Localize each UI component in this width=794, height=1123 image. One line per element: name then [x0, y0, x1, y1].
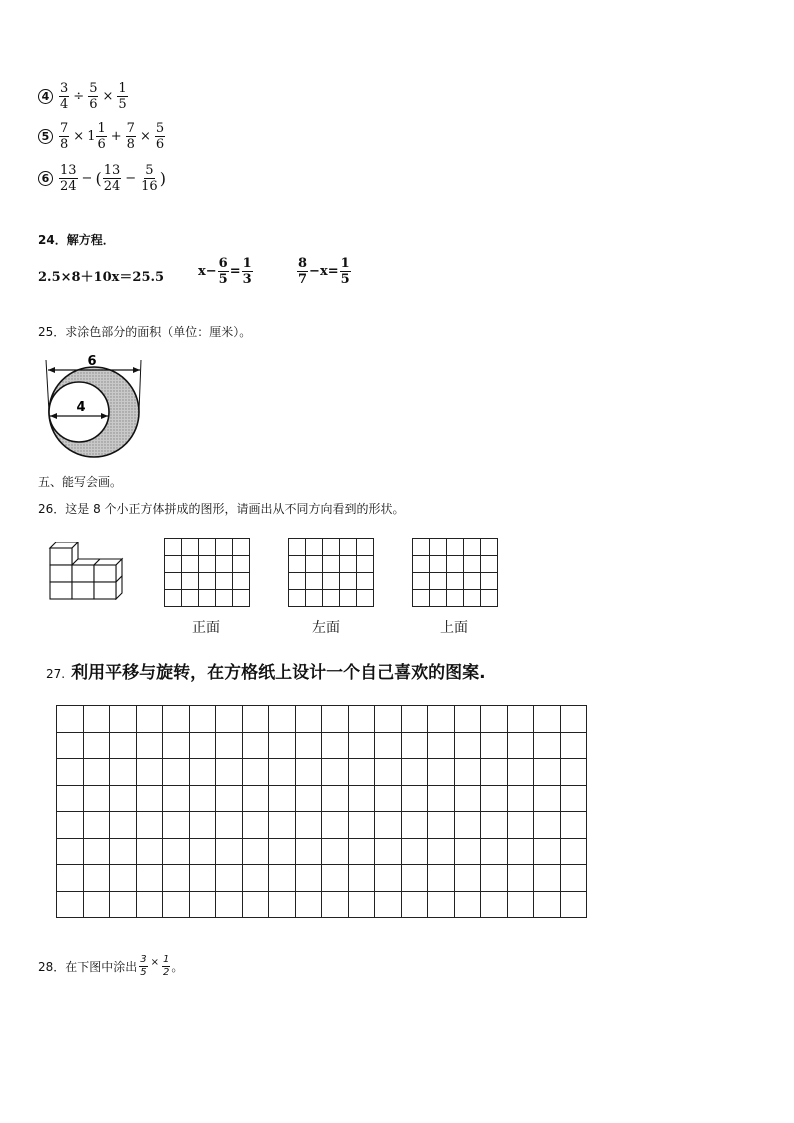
- right-paren: ): [159, 169, 166, 188]
- fraction: $\frac{5}{16}$: [141, 163, 158, 194]
- equation-2: x− $\frac{6}{5}$ = $\frac{1}{3}$: [198, 256, 252, 287]
- fraction: $\frac{1}{5}$: [118, 81, 127, 112]
- front-view-grid[interactable]: [164, 538, 250, 607]
- inner-diameter-label: 4: [76, 400, 86, 415]
- operator: −: [81, 171, 93, 186]
- operator: ×: [150, 957, 160, 968]
- item-number-badge: 4: [38, 89, 53, 104]
- item-number-badge: 6: [38, 171, 53, 186]
- fraction: $\frac{1}{6}$: [97, 121, 106, 152]
- q28-prefix: 28．在下图中涂出: [38, 960, 138, 974]
- cube-stack-figure: [44, 542, 126, 600]
- outer-diameter-label: 6: [87, 354, 97, 369]
- fraction: $\frac{5}{6}$: [89, 81, 98, 112]
- section-5-title: 五、能写会画。: [38, 475, 123, 489]
- q23-item-5: [38, 122, 166, 151]
- q27-title: [46, 658, 486, 683]
- q27-number: 27.: [46, 667, 66, 681]
- fraction: $\frac{7}{8}$: [60, 121, 69, 152]
- item-number-badge: 5: [38, 129, 53, 144]
- fraction: $\frac{6}{5}$: [218, 256, 228, 287]
- left-paren: (: [95, 169, 102, 188]
- fraction: $\frac{13}{24}$: [103, 163, 121, 194]
- top-view-grid[interactable]: [412, 538, 498, 607]
- top-view-label: 上面: [440, 620, 468, 636]
- q28-suffix: 。: [171, 960, 184, 974]
- design-grid-paper[interactable]: [56, 705, 587, 918]
- operator: ×: [73, 129, 85, 144]
- equation-1: 2.5×8＋10x＝25.5: [38, 270, 165, 285]
- fraction: $\frac{5}{6}$: [155, 121, 165, 152]
- fraction: $\frac{3}{4}$: [60, 81, 69, 112]
- left-view-grid[interactable]: [288, 538, 374, 607]
- q23-item-6: [38, 164, 166, 193]
- front-view-label: 正面: [192, 620, 220, 636]
- fraction: $\frac{1}{2}$: [163, 954, 170, 978]
- q27-text: 利用平移与旋转，在方格纸上设计一个自己喜欢的图案.: [71, 663, 486, 683]
- fraction: $\frac{1}{3}$: [242, 256, 252, 287]
- operator: −: [125, 171, 137, 186]
- shaded-circle-figure: [38, 348, 148, 460]
- mixed-number-whole: 1: [87, 129, 96, 144]
- q23-item-4: [38, 82, 129, 111]
- q24-title: 24．解方程．: [38, 233, 115, 247]
- operator: ÷: [73, 89, 85, 104]
- q26-title: 26．这是 8 个小正方体拼成的图形，请画出从不同方向看到的形状。: [38, 502, 405, 516]
- q28-line: [38, 955, 183, 978]
- fraction: $\frac{3}{5}$: [140, 954, 147, 978]
- fraction: $\frac{13}{24}$: [60, 163, 77, 194]
- fraction: $\frac{1}{5}$: [340, 256, 350, 287]
- fraction: $\frac{7}{8}$: [126, 121, 135, 152]
- operator: ×: [102, 89, 114, 104]
- operator: ×: [139, 129, 151, 144]
- fraction: $\frac{8}{7}$: [298, 256, 308, 287]
- q25-title: 25．求涂色部分的面积（单位：厘米）。: [38, 325, 252, 339]
- left-view-label: 左面: [312, 620, 340, 636]
- equation-3: $\frac{8}{7}$ −x= $\frac{1}{5}$: [298, 256, 350, 287]
- operator: +: [110, 129, 122, 144]
